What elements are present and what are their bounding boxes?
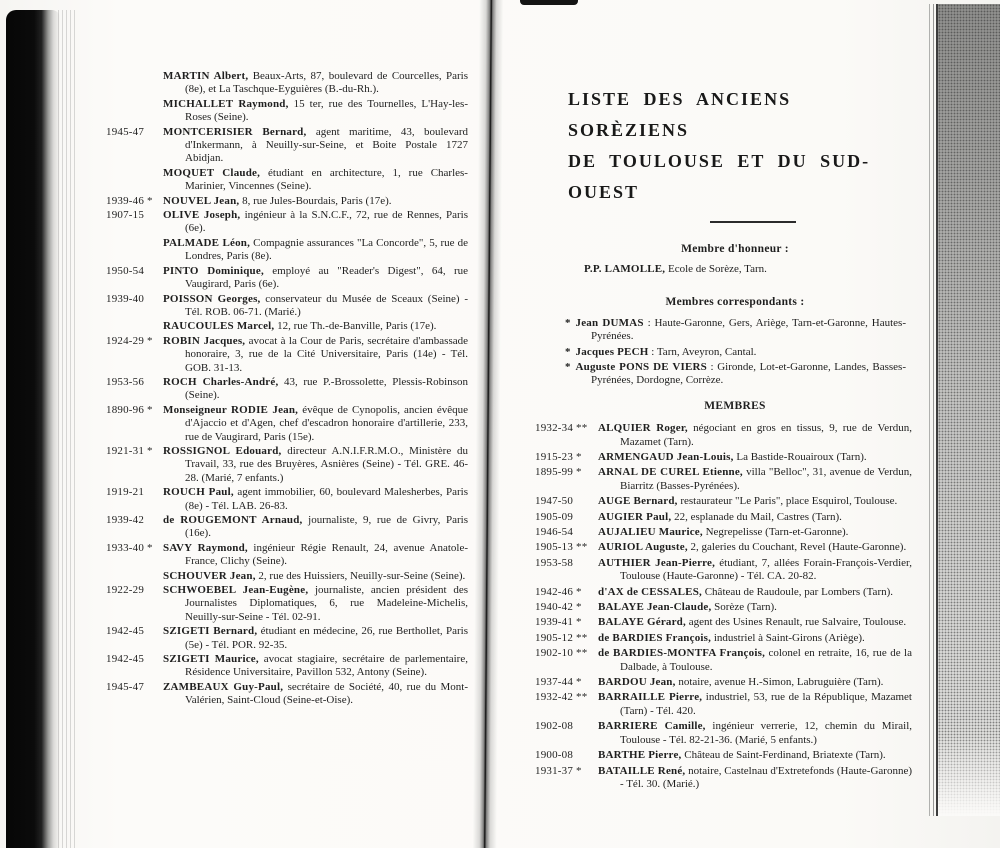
entry-name: SCHWOEBEL Jean-Eugène, <box>163 584 309 597</box>
alumni-entry <box>100 404 468 444</box>
entry-years: 1921-31 * <box>106 444 153 457</box>
entry-name: RAUCOULES Marcel, <box>163 320 275 333</box>
alumni-entry <box>100 514 468 541</box>
entry-details: ingénieur Régie Renault, 24, avenue Anatole-France, Clichy (Seine). <box>185 541 468 568</box>
alumni-entry <box>100 486 468 513</box>
correspondent-regions: : Gironde, Lot-et-Garonne, Landes, Basses-Pyrénées, Dordogne, Corrèze. <box>591 360 906 387</box>
alumni-entry <box>532 765 912 792</box>
entry-name: de BARDIES-MONTFA François, <box>598 647 766 660</box>
entry-name: POISSON Georges, <box>163 292 261 305</box>
entry-name: PALMADE Léon, <box>163 236 251 249</box>
correspondent-star: * <box>565 316 571 329</box>
correspondents-heading: Membres correspondants : <box>665 296 805 309</box>
honor-member-details: Ecole de Sorèze, Tarn. <box>665 262 767 275</box>
entry-name: d'AX de CESSALES, <box>598 585 702 598</box>
entry-text <box>163 265 468 292</box>
entry-text <box>598 541 912 554</box>
entry-years: 1946-54 <box>535 526 574 538</box>
entry-text <box>163 570 468 583</box>
entry-name: AUJALIEU Maurice, <box>598 526 703 538</box>
entry-text <box>163 584 468 624</box>
alumni-list-left <box>100 70 468 708</box>
entry-details: 22, esplanade du Mail, Castres (Tarn). <box>671 510 842 523</box>
entry-name: Monseigneur RODIE Jean, <box>163 403 299 416</box>
alumni-entry <box>532 541 912 554</box>
correspondent-star: * <box>565 360 571 373</box>
entry-details: avocat à la Cour de Paris, secrétaire d'ambassade honoraire, 3, rue de la Cité Universitaire, Paris (14e) - Tél. GOB. 31-13. <box>185 334 468 374</box>
entry-details: notaire, avenue H.-Simon, Labruguière (Tarn). <box>675 676 884 689</box>
entry-details: employé au "Reader's Digest", 64, rue Vaugirard, Paris (6e). <box>185 264 468 291</box>
entry-years: 1919-21 <box>106 486 145 499</box>
entry-years: 1945-47 <box>106 125 145 138</box>
entry-text <box>163 237 468 264</box>
entry-details: conservateur du Musée de Sceaux (Seine) - Tél. ROB. 06-71. (Marié.) <box>185 292 468 318</box>
entry-text <box>598 495 912 508</box>
alumni-entry <box>532 526 912 539</box>
entry-text <box>598 749 912 762</box>
entry-years: 1890-96 * <box>106 403 153 416</box>
alumni-entry <box>100 376 468 403</box>
entry-details: étudiant, 7, allées Forain-François-Verdier, Toulouse (Haute-Garonne) - Tél. CA. 20-82. <box>620 556 912 583</box>
entry-details: notaire, Castelnau d'Extretefonds (Haute-Garonne) - Tél. 30. (Marié.) <box>620 764 912 790</box>
alumni-entry <box>532 691 912 718</box>
entry-name: SZIGETI Maurice, <box>163 653 259 666</box>
entry-text <box>598 676 912 689</box>
entry-text <box>598 451 912 464</box>
alumni-entry <box>100 70 468 97</box>
entry-text <box>598 466 912 493</box>
alumni-entry <box>100 265 468 292</box>
entry-name: SZIGETI Bernard, <box>163 625 258 638</box>
book-binding-left-edge <box>6 10 60 848</box>
entry-name: NOUVEL Jean, <box>163 194 240 207</box>
alumni-entry <box>100 625 468 652</box>
entry-text <box>163 320 468 333</box>
entry-years: 1922-29 <box>106 584 145 597</box>
members-heading: MEMBRES <box>704 399 766 412</box>
entry-text <box>598 526 912 539</box>
entry-details: 15 ter, rue des Tournelles, L'Hay-les-Roses (Seine). <box>185 97 469 124</box>
entry-text <box>163 126 468 166</box>
correspondent-entry <box>565 361 906 388</box>
entry-years: 1905-12 ** <box>535 631 588 644</box>
entry-name: SAVY Raymond, <box>163 541 248 554</box>
alumni-entry <box>100 570 468 583</box>
alumni-entry <box>532 422 912 449</box>
entry-name: AUTHIER Jean-Pierre, <box>598 556 716 569</box>
entry-years: 1937-44 * <box>535 676 582 689</box>
entry-details: 2, galeries du Couchant, Revel (Haute-Garonne). <box>687 541 907 554</box>
entry-years: 1905-09 <box>535 510 574 523</box>
alumni-entry <box>532 557 912 584</box>
entry-name: MONTCERISIER Bernard, <box>163 125 307 138</box>
entry-years: 1902-10 ** <box>535 647 588 660</box>
alumni-entry <box>100 653 468 680</box>
entry-name: ROUCH Paul, <box>163 486 234 499</box>
alumni-entry <box>100 209 468 236</box>
correspondent-entry <box>565 346 906 359</box>
entry-name: BARRAILLE Pierre, <box>598 691 703 704</box>
entry-details: industriel à Saint-Girons (Ariège). <box>711 631 865 644</box>
entry-text <box>598 422 912 449</box>
alumni-list-right <box>532 422 912 791</box>
entry-text <box>163 293 468 320</box>
alumni-entry <box>532 749 912 762</box>
alumni-entry <box>100 126 468 166</box>
entry-years: 1932-34 ** <box>535 422 588 435</box>
alumni-entry <box>100 293 468 320</box>
book-page-block-right-edge <box>936 4 1000 816</box>
entry-text <box>598 632 912 645</box>
alumni-entry <box>532 466 912 493</box>
entry-details: 43, rue P.-Brossolette, Plessis-Robinson (Seine). <box>185 375 468 402</box>
page-title-line1: LISTE DES ANCIENS SORÈZIENS <box>568 89 792 140</box>
entry-text <box>163 625 468 652</box>
entry-name: BALAYE Jean-Claude, <box>598 601 712 614</box>
entry-details: 2, rue des Huissiers, Neuilly-sur-Seine (Seine). <box>255 569 466 582</box>
entry-text <box>598 601 912 614</box>
entry-details: La Bastide-Rouairoux (Tarn). <box>733 450 867 463</box>
entry-details: ingénieur verrerie, 12, chemin du Mirail, Toulouse - Tél. 82-21-36. (Marié, 5 enfants.) <box>620 720 913 746</box>
entry-years: 1915-23 * <box>535 450 582 463</box>
entry-text <box>598 511 912 524</box>
entry-name: ROCH Charles-André, <box>163 375 279 388</box>
entry-text <box>163 98 468 125</box>
correspondent-regions: : Tarn, Aveyron, Cantal. <box>648 345 757 358</box>
entry-details: 12, rue Th.-de-Banville, Paris (17e). <box>274 320 437 333</box>
entry-years: 1950-54 <box>106 264 145 277</box>
correspondent-entry <box>565 317 906 344</box>
entry-years: 1942-46 * <box>535 585 582 598</box>
entry-details: évêque de Cynopolis, ancien évêque d'Ajaccio et d'Agen, chef d'escadron honoraire d'artillerie, 233, rue de Vaugirard, Paris (15e). <box>185 403 469 443</box>
alumni-entry <box>100 195 468 208</box>
correspondent-regions: : Haute-Garonne, Gers, Ariège, Tarn-et-Garonne, Hautes-Pyrénées. <box>591 316 906 343</box>
entry-details: agent maritime, 43, boulevard d'Inkermann, à Neuilly-sur-Seine, et Boite Postale 1727 Abidjan. <box>185 125 469 165</box>
correspondent-name: Jacques PECH <box>575 345 649 358</box>
title-divider-rule <box>710 221 796 223</box>
entry-text <box>598 586 912 599</box>
alumni-entry <box>532 451 912 464</box>
entry-details: directeur A.N.I.F.R.M.O., Ministère du Travail, 33, rue des Bruyères, Asnières (Seine) - Tél. GRE. 46-28. (Marié, 7 enfants.) <box>185 444 468 484</box>
entry-name: ARNAL DE CUREL Etienne, <box>598 466 743 479</box>
page-gutter-shadow <box>473 0 504 848</box>
entry-years: 1924-29 * <box>106 334 153 347</box>
left-page <box>100 70 468 709</box>
entry-years: 1939-42 <box>106 514 145 526</box>
entry-name: BATAILLE René, <box>598 764 686 777</box>
alumni-entry <box>532 676 912 689</box>
entry-name: BARTHE Pierre, <box>598 749 682 762</box>
entry-years: 1900-08 <box>535 749 574 762</box>
entry-text <box>598 720 912 747</box>
entry-years: 1947-50 <box>535 495 574 508</box>
entry-text <box>598 557 912 584</box>
alumni-entry <box>532 632 912 645</box>
entry-years: 1902-08 <box>535 720 574 733</box>
entry-name: MOQUET Claude, <box>163 166 261 179</box>
entry-years: 1907-15 <box>106 209 145 222</box>
alumni-entry <box>100 445 468 485</box>
scan-top-mark <box>520 0 578 5</box>
correspondents-list <box>532 317 912 388</box>
page-title <box>568 84 912 208</box>
correspondent-star: * <box>565 345 571 358</box>
correspondent-name: Auguste PONS DE VIERS <box>575 360 707 373</box>
entry-years: 1905-13 ** <box>535 541 588 554</box>
entry-years: 1939-41 * <box>535 616 582 629</box>
entry-name: de BARDIES François, <box>598 631 712 644</box>
entry-years: 1953-58 <box>535 556 574 569</box>
entry-years: 1931-37 * <box>535 764 582 777</box>
honor-member-line <box>584 263 912 276</box>
alumni-entry <box>532 495 912 508</box>
entry-text <box>163 70 468 97</box>
entry-details: étudiant en architecture, 1, rue Charles-Marinier, Vincennes (Seine). <box>185 166 468 193</box>
entry-years: 1895-99 * <box>535 466 582 479</box>
entry-details: agent des Usines Renault, rue Salvaire, Toulouse. <box>685 616 907 629</box>
entry-name: MARTIN Albert, <box>163 70 249 82</box>
entry-details: Compagnie assurances "La Concorde", 5, rue de Londres, Paris (8e). <box>185 236 468 263</box>
entry-details: secrétaire de Société, 40, rue du Mont-Valérien, Saint-Cloud (Seine-et-Oise). <box>185 680 469 707</box>
entry-details: restaurateur "Le Paris", place Esquirol, Toulouse. <box>677 495 898 508</box>
entry-name: SCHOUVER Jean, <box>163 569 256 582</box>
entry-details: Château de Raudoule, par Lombers (Tarn). <box>701 585 894 598</box>
alumni-entry <box>100 335 468 375</box>
entry-name: AURIOL Auguste, <box>598 541 688 554</box>
entry-years: 1939-46 * <box>106 194 153 207</box>
alumni-entry <box>100 320 468 333</box>
entry-text <box>163 653 468 680</box>
entry-text <box>163 404 468 444</box>
entry-name: OLIVE Joseph, <box>163 209 241 222</box>
entry-text <box>163 167 468 194</box>
entry-text <box>598 765 912 792</box>
entry-years: 1940-42 * <box>535 601 582 614</box>
entry-name: de ROUGEMONT Arnaud, <box>163 514 303 526</box>
entry-details: journaliste, 9, rue de Givry, Paris (16e). <box>185 514 468 540</box>
entry-years: 1933-40 * <box>106 541 153 554</box>
entry-details: journaliste, ancien président des Journalistes Diplomatiques, 6, rue Madeleine-Michelis, Neuilly-sur-Seine - Tél. 02-91. <box>185 584 468 623</box>
entry-text <box>163 209 468 236</box>
entry-details: villa "Belloc", 31, avenue de Verdun, Biarritz (Basses-Pyrénées). <box>620 466 912 492</box>
entry-details: ingénieur à la S.N.C.F., 72, rue de Rennes, Paris (6e). <box>185 209 469 235</box>
honor-member-name: P.P. LAMOLLE, <box>584 262 666 275</box>
alumni-entry <box>532 720 912 747</box>
entry-details: Beaux-Arts, 87, boulevard de Courcelles, Paris (8e), et La Taschque-Eyguières (B.-du-Rh.). <box>185 70 468 96</box>
alumni-entry <box>100 167 468 194</box>
alumni-entry <box>532 647 912 674</box>
entry-years: 1942-45 <box>106 625 145 638</box>
entry-years: 1932-42 ** <box>535 691 588 704</box>
entry-years: 1939-40 <box>106 292 145 305</box>
entry-details: Sorèze (Tarn). <box>711 601 777 614</box>
entry-text <box>163 681 468 708</box>
page-title-line2: DE TOULOUSE ET DU SUD-OUEST <box>568 151 871 202</box>
entry-text <box>163 486 468 513</box>
entry-name: ROSSIGNOL Edouard, <box>163 444 282 457</box>
entry-details: Château de Saint-Ferdinand, Briatexte (Tarn). <box>681 749 886 762</box>
alumni-entry <box>100 542 468 569</box>
entry-text <box>598 691 912 718</box>
entry-details: agent immobilier, 60, boulevard Malesherbes, Paris (8e) - Tél. LAB. 26-83. <box>185 486 468 512</box>
entry-details: Negrepelisse (Tarn-et-Garonne). <box>702 526 849 538</box>
entry-text <box>163 514 468 541</box>
alumni-entry <box>100 237 468 264</box>
alumni-entry <box>100 681 468 708</box>
alumni-entry <box>532 601 912 614</box>
entry-text <box>163 195 468 208</box>
alumni-entry <box>100 584 468 624</box>
entry-years: 1942-45 <box>106 653 145 666</box>
entry-name: AUGE Bernard, <box>598 495 678 508</box>
entry-name: ROBIN Jacques, <box>163 334 246 347</box>
entry-details: étudiant en médecine, 26, rue Berthollet, Paris (5e) - Tél. POR. 92-35. <box>185 625 468 651</box>
entry-text <box>598 616 912 629</box>
entry-details: colonel en retraite, 16, rue de la Dalbade, à Toulouse. <box>620 647 912 673</box>
entry-text <box>163 445 468 485</box>
alumni-entry <box>100 98 468 125</box>
entry-name: MICHALLET Raymond, <box>163 97 289 110</box>
entry-details: négociant en gros en tissus, 9, rue de Verdun, Mazamet (Tarn). <box>620 422 913 448</box>
entry-details: avocat stagiaire, secrétaire de parlementaire, Résidence Universitaire, Pavillon 532, Antony (Seine). <box>185 653 468 679</box>
correspondent-name: Jean DUMAS <box>575 316 644 329</box>
entry-text <box>163 335 468 375</box>
entry-name: ALQUIER Roger, <box>598 422 688 435</box>
alumni-entry <box>532 616 912 629</box>
entry-years: 1945-47 <box>106 680 145 693</box>
entry-name: BALAYE Gérard, <box>598 616 686 629</box>
entry-details: industriel, 53, rue de la République, Mazamet (Tarn) - Tél. 420. <box>620 691 912 717</box>
honor-heading: Membre d'honneur : <box>681 242 789 255</box>
entry-name: ZAMBEAUX Guy-Paul, <box>163 680 284 693</box>
right-page <box>532 84 912 793</box>
entry-name: AUGIER Paul, <box>598 510 672 523</box>
entry-name: ARMENGAUD Jean-Louis, <box>598 450 734 463</box>
entry-details: 8, rue Jules-Bourdais, Paris (17e). <box>239 194 392 207</box>
alumni-entry <box>532 511 912 524</box>
entry-name: PINTO Dominique, <box>163 264 264 277</box>
entry-years: 1953-56 <box>106 375 145 388</box>
entry-text <box>163 542 468 569</box>
entry-name: BARRIERE Camille, <box>598 720 706 733</box>
entry-name: BARDOU Jean, <box>598 676 676 689</box>
alumni-entry <box>532 586 912 599</box>
entry-text <box>163 376 468 403</box>
entry-text <box>598 647 912 674</box>
